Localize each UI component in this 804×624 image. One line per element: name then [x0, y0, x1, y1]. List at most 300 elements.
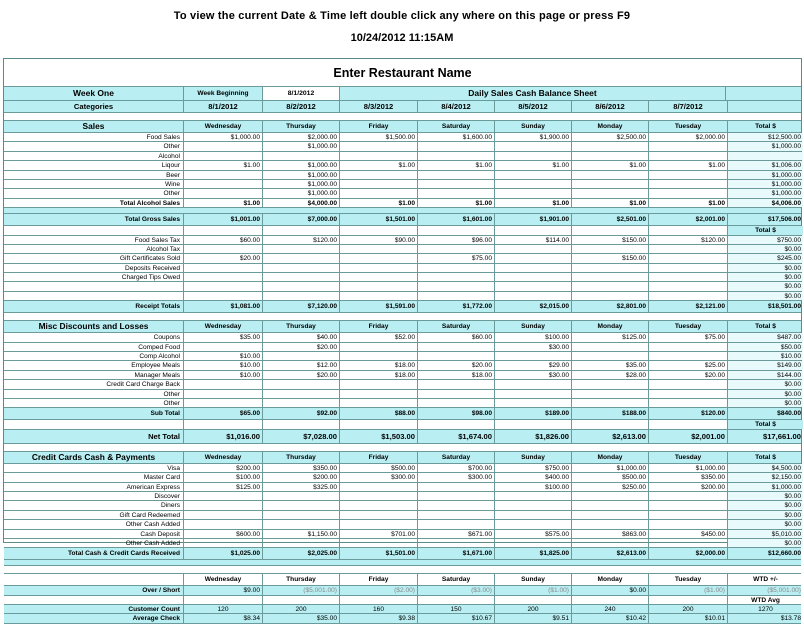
value-cell[interactable]: $189.00 [495, 408, 572, 419]
value-cell[interactable]: $600.00 [184, 530, 263, 538]
value-cell[interactable] [263, 390, 340, 398]
value-cell[interactable]: $1,591.00 [340, 301, 418, 312]
value-cell[interactable]: $1.00 [340, 161, 418, 169]
value-cell[interactable]: $150.00 [572, 236, 649, 244]
value-cell[interactable] [184, 343, 263, 351]
value-cell[interactable] [340, 520, 418, 528]
value-cell[interactable] [340, 245, 418, 253]
value-cell[interactable] [495, 171, 572, 179]
value-cell[interactable] [263, 380, 340, 388]
value-cell[interactable] [572, 292, 649, 300]
value-cell[interactable]: 200 [649, 605, 728, 613]
value-cell[interactable] [649, 352, 728, 360]
value-cell[interactable] [418, 282, 495, 290]
value-cell[interactable] [184, 171, 263, 179]
value-cell[interactable]: $29.00 [495, 361, 572, 369]
value-cell[interactable] [418, 380, 495, 388]
total-cell: $840.00 [777, 410, 801, 418]
value-cell[interactable]: $1,600.00 [418, 133, 495, 141]
value-cell[interactable] [495, 142, 572, 150]
value-cell[interactable]: ($2.00) [340, 586, 418, 594]
value-cell[interactable] [572, 380, 649, 388]
value-cell[interactable]: $1.00 [340, 199, 418, 207]
sales-row-food-sales [4, 133, 801, 142]
value-cell[interactable] [418, 189, 495, 197]
value-cell[interactable]: $1,000.00 [649, 464, 728, 472]
value-cell[interactable] [340, 390, 418, 398]
value-cell[interactable]: $120.00 [263, 236, 340, 244]
restaurant-name-cell[interactable]: Enter Restaurant Name [4, 59, 801, 87]
value-cell[interactable]: $1.00 [418, 199, 495, 207]
value-cell[interactable] [340, 282, 418, 290]
value-cell[interactable]: $1,000.00 [263, 189, 340, 197]
blank-cell [4, 226, 184, 234]
value-cell[interactable] [495, 520, 572, 528]
value-cell[interactable]: $65.00 [184, 408, 263, 419]
value-cell[interactable]: $1,772.00 [418, 301, 495, 312]
value-cell[interactable]: $300.00 [340, 473, 418, 481]
value-cell[interactable] [572, 520, 649, 528]
value-cell[interactable] [649, 380, 728, 388]
value-cell[interactable]: $700.00 [418, 464, 495, 472]
value-cell[interactable]: $8.34 [184, 614, 263, 622]
value-cell[interactable]: $35.00 [184, 333, 263, 341]
value-cell[interactable]: $1,501.00 [340, 214, 418, 225]
value-cell[interactable] [340, 399, 418, 407]
value-cell[interactable] [184, 390, 263, 398]
value-cell[interactable]: $0.00 [572, 586, 649, 594]
value-cell[interactable] [649, 254, 728, 262]
value-cell[interactable] [495, 501, 572, 509]
value-cell[interactable] [572, 264, 649, 272]
value-cell[interactable]: $2,613.00 [572, 430, 649, 443]
value-cell[interactable]: $10.00 [184, 361, 263, 369]
value-cell[interactable]: $1,150.00 [263, 530, 340, 538]
value-cell[interactable] [572, 539, 649, 547]
value-cell[interactable]: $1,000.00 [263, 171, 340, 179]
value-cell[interactable] [649, 142, 728, 150]
value-cell[interactable] [649, 390, 728, 398]
value-cell[interactable]: $2,015.00 [495, 301, 572, 312]
value-cell[interactable]: 120 [184, 605, 263, 613]
value-cell[interactable] [495, 390, 572, 398]
value-cell[interactable] [184, 380, 263, 388]
row-label: Other [4, 399, 184, 407]
value-cell[interactable] [263, 254, 340, 262]
value-cell[interactable]: $1,000.00 [184, 133, 263, 141]
credit-row-american-express [4, 483, 801, 492]
value-cell[interactable] [418, 539, 495, 547]
value-cell[interactable]: $2,000.00 [649, 548, 728, 559]
value-cell[interactable]: $1,900.00 [495, 133, 572, 141]
value-cell[interactable] [418, 152, 495, 160]
value-cell[interactable]: $75.00 [649, 333, 728, 341]
credit-row-cash-deposit [4, 530, 801, 539]
value-cell[interactable]: 160 [340, 605, 418, 613]
value-cell[interactable]: $52.00 [340, 333, 418, 341]
value-cell[interactable]: $18.00 [340, 371, 418, 379]
value-cell[interactable] [495, 539, 572, 547]
value-cell[interactable]: $1,901.00 [495, 214, 572, 225]
value-cell[interactable] [340, 171, 418, 179]
value-cell[interactable]: $2,001.00 [649, 430, 728, 443]
value-cell[interactable] [418, 511, 495, 519]
value-cell[interactable] [340, 152, 418, 160]
total-cell: $1,000.00 [728, 142, 803, 150]
value-cell[interactable]: $400.00 [495, 473, 572, 481]
value-cell[interactable]: $9.51 [495, 614, 572, 622]
value-cell[interactable]: $40.00 [263, 333, 340, 341]
value-cell[interactable] [649, 520, 728, 528]
value-cell[interactable]: $750.00 [495, 464, 572, 472]
value-cell[interactable]: $250.00 [572, 483, 649, 491]
value-cell[interactable]: $200.00 [263, 473, 340, 481]
value-cell[interactable] [649, 189, 728, 197]
value-cell[interactable] [340, 264, 418, 272]
blank-cell [649, 420, 728, 428]
value-cell[interactable] [572, 352, 649, 360]
value-cell[interactable] [340, 273, 418, 281]
value-cell[interactable]: $1,000.00 [572, 464, 649, 472]
value-cell[interactable] [572, 273, 649, 281]
value-cell[interactable] [649, 282, 728, 290]
value-cell[interactable]: $10.00 [184, 371, 263, 379]
value-cell[interactable] [418, 343, 495, 351]
value-cell[interactable]: $12.00 [263, 361, 340, 369]
value-cell[interactable]: $1,000.00 [263, 180, 340, 188]
value-cell[interactable]: $671.00 [418, 530, 495, 538]
value-cell[interactable] [495, 511, 572, 519]
value-cell[interactable]: $10.42 [572, 614, 649, 622]
value-cell[interactable]: $20.00 [184, 254, 263, 262]
value-cell[interactable] [263, 511, 340, 519]
value-cell[interactable] [263, 492, 340, 500]
value-cell[interactable] [649, 273, 728, 281]
value-cell[interactable] [495, 189, 572, 197]
value-cell[interactable] [495, 292, 572, 300]
value-cell[interactable]: $1,000.00 [263, 161, 340, 169]
value-cell[interactable] [649, 245, 728, 253]
value-cell[interactable]: $10.01 [649, 614, 728, 622]
value-cell[interactable] [263, 273, 340, 281]
value-cell[interactable] [340, 189, 418, 197]
value-cell[interactable] [572, 152, 649, 160]
value-cell[interactable] [649, 343, 728, 351]
value-cell[interactable] [263, 152, 340, 160]
value-cell[interactable] [418, 492, 495, 500]
value-cell[interactable] [340, 292, 418, 300]
value-cell[interactable] [263, 352, 340, 360]
value-cell[interactable]: $1,001.00 [184, 214, 263, 225]
value-cell[interactable]: $96.00 [418, 236, 495, 244]
value-cell[interactable] [184, 264, 263, 272]
value-cell[interactable]: $7,000.00 [263, 214, 340, 225]
value-cell[interactable] [649, 539, 728, 547]
value-cell[interactable] [263, 520, 340, 528]
value-cell[interactable]: $450.00 [649, 530, 728, 538]
value-cell[interactable]: $300.00 [418, 473, 495, 481]
day-header: Wednesday [184, 121, 263, 132]
value-cell[interactable] [418, 171, 495, 179]
value-cell[interactable] [572, 171, 649, 179]
value-cell[interactable]: $1.00 [572, 161, 649, 169]
value-cell[interactable]: $2,121.00 [649, 301, 728, 312]
value-cell[interactable] [495, 180, 572, 188]
value-cell[interactable]: $325.00 [263, 483, 340, 491]
value-cell[interactable]: $90.00 [340, 236, 418, 244]
value-cell[interactable] [184, 273, 263, 281]
value-cell[interactable] [495, 282, 572, 290]
value-cell[interactable] [263, 282, 340, 290]
value-cell[interactable] [572, 390, 649, 398]
value-cell[interactable]: $7,028.00 [263, 430, 340, 443]
value-cell[interactable]: $10.00 [184, 352, 263, 360]
value-cell[interactable] [340, 539, 418, 547]
week-beginning-input[interactable]: 8/1/2012 [263, 87, 340, 100]
value-cell[interactable]: $2,501.00 [572, 214, 649, 225]
value-cell[interactable] [418, 273, 495, 281]
value-cell[interactable]: $35.00 [572, 361, 649, 369]
value-cell[interactable] [649, 511, 728, 519]
value-cell[interactable] [340, 380, 418, 388]
value-cell[interactable]: $88.00 [340, 408, 418, 419]
value-cell[interactable] [649, 399, 728, 407]
total-cell: $487.00 [728, 333, 803, 341]
value-cell[interactable]: $1,674.00 [418, 430, 495, 443]
value-cell[interactable]: $1.00 [649, 161, 728, 169]
value-cell[interactable]: $350.00 [649, 473, 728, 481]
row-label: Beer [4, 171, 184, 179]
value-cell[interactable] [418, 142, 495, 150]
value-cell[interactable]: $25.00 [649, 361, 728, 369]
value-cell[interactable]: $20.00 [649, 371, 728, 379]
value-cell[interactable] [572, 180, 649, 188]
value-cell[interactable] [418, 399, 495, 407]
value-cell[interactable]: 150 [418, 605, 495, 613]
value-cell[interactable]: $7,120.00 [263, 301, 340, 312]
value-cell[interactable]: $35.00 [263, 614, 340, 622]
value-cell[interactable]: $100.00 [184, 473, 263, 481]
value-cell[interactable]: $98.00 [418, 408, 495, 419]
value-cell[interactable] [649, 180, 728, 188]
value-cell[interactable]: $200.00 [184, 464, 263, 472]
value-cell[interactable] [649, 171, 728, 179]
value-cell[interactable] [184, 245, 263, 253]
value-cell[interactable] [495, 399, 572, 407]
value-cell[interactable] [572, 245, 649, 253]
value-cell[interactable] [184, 152, 263, 160]
value-cell[interactable]: $2,001.00 [649, 214, 728, 225]
value-cell[interactable] [184, 180, 263, 188]
value-cell[interactable]: $1,671.00 [418, 548, 495, 559]
value-cell[interactable] [495, 273, 572, 281]
value-cell[interactable] [184, 189, 263, 197]
value-cell[interactable] [184, 539, 263, 547]
value-cell[interactable] [184, 142, 263, 150]
value-cell[interactable] [340, 352, 418, 360]
value-cell[interactable] [572, 399, 649, 407]
value-cell[interactable] [340, 492, 418, 500]
value-cell[interactable] [649, 152, 728, 160]
value-cell[interactable] [418, 180, 495, 188]
value-cell[interactable]: $2,500.00 [572, 133, 649, 141]
value-cell[interactable]: $125.00 [572, 333, 649, 341]
value-cell[interactable]: ($1.00) [649, 586, 728, 594]
value-cell[interactable] [418, 390, 495, 398]
value-cell[interactable]: $2,025.00 [263, 548, 340, 559]
value-cell[interactable] [418, 501, 495, 509]
value-cell[interactable]: $500.00 [572, 473, 649, 481]
value-cell[interactable]: $60.00 [418, 333, 495, 341]
value-cell[interactable]: $1,016.00 [184, 430, 263, 443]
value-cell[interactable] [572, 282, 649, 290]
value-cell[interactable]: $20.00 [418, 361, 495, 369]
value-cell[interactable]: $1,826.00 [495, 430, 572, 443]
value-cell[interactable]: ($5,001.00) [263, 586, 340, 594]
value-cell[interactable]: $701.00 [340, 530, 418, 538]
value-cell[interactable]: $20.00 [263, 343, 340, 351]
value-cell[interactable] [572, 142, 649, 150]
value-cell[interactable] [649, 292, 728, 300]
value-cell[interactable] [340, 483, 418, 491]
value-cell[interactable]: $1.00 [495, 199, 572, 207]
value-cell[interactable] [572, 511, 649, 519]
value-cell[interactable]: $1.00 [184, 199, 263, 207]
value-cell[interactable] [495, 245, 572, 253]
value-cell[interactable] [263, 264, 340, 272]
day-header: Tuesday [649, 321, 728, 332]
value-cell[interactable]: $1.00 [649, 199, 728, 207]
value-cell[interactable]: $1.00 [184, 161, 263, 169]
value-cell[interactable]: $1,501.00 [340, 548, 418, 559]
value-cell[interactable]: $500.00 [340, 464, 418, 472]
value-cell[interactable]: $28.00 [572, 371, 649, 379]
value-cell[interactable]: $150.00 [572, 254, 649, 262]
value-cell[interactable] [263, 245, 340, 253]
value-cell[interactable] [184, 520, 263, 528]
value-cell[interactable]: $20.00 [263, 371, 340, 379]
value-cell[interactable] [495, 152, 572, 160]
value-cell[interactable]: $1,025.00 [184, 548, 263, 559]
value-cell[interactable]: $30.00 [495, 343, 572, 351]
value-cell[interactable]: $1,500.00 [340, 133, 418, 141]
value-cell[interactable] [340, 142, 418, 150]
value-cell[interactable]: 200 [495, 605, 572, 613]
value-cell[interactable] [340, 254, 418, 262]
value-cell[interactable] [649, 264, 728, 272]
value-cell[interactable] [263, 399, 340, 407]
value-cell[interactable]: $1,601.00 [418, 214, 495, 225]
value-cell[interactable]: ($1.00) [495, 586, 572, 594]
sales-row-other [4, 142, 801, 151]
value-cell[interactable] [263, 539, 340, 547]
value-cell[interactable] [418, 245, 495, 253]
value-cell[interactable]: $1,000.00 [263, 142, 340, 150]
value-cell[interactable] [495, 352, 572, 360]
value-cell[interactable] [418, 264, 495, 272]
value-cell[interactable]: $92.00 [263, 408, 340, 419]
value-cell[interactable] [572, 189, 649, 197]
value-cell[interactable] [495, 254, 572, 262]
value-cell[interactable] [495, 380, 572, 388]
value-cell[interactable] [184, 492, 263, 500]
value-cell[interactable]: $1.00 [495, 161, 572, 169]
value-cell[interactable]: $2,801.00 [572, 301, 649, 312]
value-cell[interactable] [184, 282, 263, 290]
value-cell[interactable]: $188.00 [572, 408, 649, 419]
value-cell[interactable]: $30.00 [495, 371, 572, 379]
value-cell[interactable]: $4,000.00 [263, 199, 340, 207]
value-cell[interactable]: $114.00 [495, 236, 572, 244]
value-cell[interactable] [340, 501, 418, 509]
value-cell[interactable]: $18.00 [340, 361, 418, 369]
value-cell[interactable] [418, 483, 495, 491]
value-cell[interactable]: 240 [572, 605, 649, 613]
value-cell[interactable]: ($3.00) [418, 586, 495, 594]
value-cell[interactable]: $350.00 [263, 464, 340, 472]
value-cell[interactable] [418, 520, 495, 528]
value-cell[interactable] [184, 511, 263, 519]
value-cell[interactable] [572, 343, 649, 351]
value-cell[interactable]: $10.67 [418, 614, 495, 622]
value-cell[interactable]: $120.00 [649, 236, 728, 244]
credit-header-row [4, 452, 801, 464]
value-cell[interactable] [263, 292, 340, 300]
row-label: Other [4, 189, 184, 197]
value-cell[interactable]: $9.38 [340, 614, 418, 622]
value-cell[interactable] [649, 492, 728, 500]
value-cell[interactable]: $100.00 [495, 483, 572, 491]
value-cell[interactable]: $75.00 [418, 254, 495, 262]
row-label: Gift Certificates Sold [4, 254, 184, 262]
value-cell[interactable]: $575.00 [495, 530, 572, 538]
value-cell[interactable]: $60.00 [184, 236, 263, 244]
value-cell[interactable] [495, 492, 572, 500]
value-cell[interactable]: $125.00 [184, 483, 263, 491]
date-cell: 8/6/2012 [572, 101, 649, 112]
value-cell[interactable] [418, 352, 495, 360]
value-cell[interactable]: $120.00 [649, 408, 728, 419]
value-cell[interactable] [649, 501, 728, 509]
value-cell[interactable]: $1,825.00 [495, 548, 572, 559]
value-cell[interactable] [340, 511, 418, 519]
value-cell[interactable] [340, 343, 418, 351]
value-cell[interactable] [572, 501, 649, 509]
value-cell[interactable] [263, 501, 340, 509]
value-cell[interactable]: $2,613.00 [572, 548, 649, 559]
value-cell[interactable] [495, 264, 572, 272]
value-cell[interactable]: $200.00 [649, 483, 728, 491]
value-cell[interactable]: $1.00 [418, 161, 495, 169]
value-cell[interactable] [184, 292, 263, 300]
value-cell[interactable] [340, 180, 418, 188]
value-cell[interactable]: $1,081.00 [184, 301, 263, 312]
value-cell[interactable] [184, 399, 263, 407]
value-cell[interactable]: $1,503.00 [340, 430, 418, 443]
value-cell[interactable]: $2,000.00 [649, 133, 728, 141]
value-cell[interactable]: $2,000.00 [263, 133, 340, 141]
value-cell[interactable]: $100.00 [495, 333, 572, 341]
value-cell[interactable]: $863.00 [572, 530, 649, 538]
row-label: Average Check [4, 614, 184, 622]
value-cell[interactable]: 200 [263, 605, 340, 613]
value-cell[interactable]: $9.00 [184, 586, 263, 594]
value-cell[interactable] [418, 292, 495, 300]
value-cell[interactable] [572, 492, 649, 500]
value-cell[interactable] [184, 501, 263, 509]
value-cell[interactable]: $1.00 [572, 199, 649, 207]
value-cell[interactable]: $18.00 [418, 371, 495, 379]
